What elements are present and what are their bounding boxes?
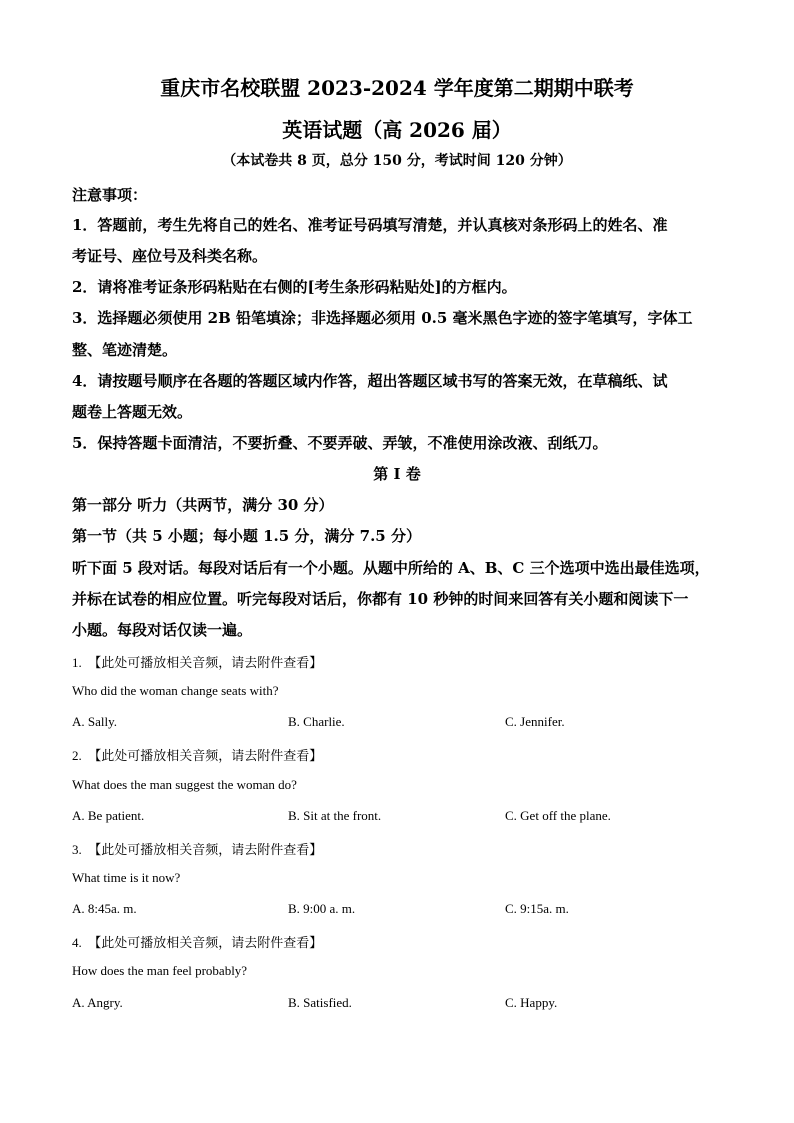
question-number: 2. — [72, 748, 82, 763]
option-a: A. Be patient. — [72, 808, 145, 823]
audio-link[interactable]: 【此处可播放相关音频，请去附件查看】 — [88, 748, 323, 763]
audio-link[interactable]: 【此处可播放相关音频，请去附件查看】 — [88, 842, 323, 857]
option-b: B. Sit at the front. — [288, 808, 382, 823]
question-stem: What time is it now? — [72, 870, 181, 885]
question-4-header — [72, 932, 322, 951]
audio-link[interactable]: 【此处可播放相关音频，请去附件查看】 — [88, 935, 323, 950]
instruction-line: 听下面 5 段对话。每段对话后有一个小题。从题中所给的 A、B、C 三个选项中选出最佳选项， — [72, 559, 710, 577]
audio-link[interactable]: 【此处可播放相关音频，请去附件查看】 — [88, 655, 323, 670]
exam-subtitle: 英语试题（高 2026 届） — [282, 118, 512, 142]
option-b: B. 9:00 a. m. — [288, 901, 356, 916]
note-line: 4．请按题号顺序在各题的答题区域内作答，超出答题区域书写的答案无效，在草稿纸、试 — [72, 372, 668, 390]
instruction-line: 小题。每段对话仅读一遍。 — [72, 621, 253, 639]
option-c: C. Jennifer. — [505, 714, 565, 729]
note-line: 5．保持答题卡面清洁，不要折叠、不要弄破、弄皱，不准使用涂改液、刮纸刀。 — [72, 434, 608, 452]
volume-heading: 第 I 卷 — [373, 465, 421, 483]
option-c: C. 9:15a. m. — [505, 901, 569, 916]
question-stem: Who did the woman change seats with? — [72, 683, 279, 698]
note-line: 3．选择题必须使用 2B 铅笔填涂；非选择题必须用 0.5 毫米黑色字迹的签字笔填写，字体工 — [72, 309, 693, 327]
note-line: 2．请将准考证条形码粘贴在右侧的[考生条形码粘贴处]的方框内。 — [72, 278, 517, 296]
question-stem: What does the man suggest the woman do? — [72, 777, 297, 792]
question-1-header — [72, 652, 322, 671]
option-a: A. Sally. — [72, 714, 118, 729]
note-line: 题卷上答题无效。 — [72, 403, 193, 421]
exam-title: 重庆市名校联盟 2023-2024 学年度第二期期中联考 — [160, 76, 634, 100]
notes-heading: 注意事项： — [72, 186, 148, 204]
question-number: 1. — [72, 655, 82, 670]
sub-heading: 第一节（共 5 小题；每小题 1.5 分，满分 7.5 分） — [72, 527, 421, 545]
question-3-header — [72, 839, 322, 858]
note-line: 考证号、座位号及科类名称。 — [72, 247, 268, 265]
option-c: C. Happy. — [505, 995, 558, 1010]
question-2-header — [72, 745, 322, 764]
option-c: C. Get off the plane. — [505, 808, 611, 823]
option-a: A. Angry. — [72, 995, 123, 1010]
question-stem: How does the man feel probably? — [72, 963, 248, 978]
note-line: 1．答题前，考生先将自己的姓名、准考证号码填写清楚，并认真核对条形码上的姓名、准 — [72, 216, 668, 234]
note-line: 整、笔迹清楚。 — [72, 341, 178, 359]
option-b: B. Satisfied. — [288, 995, 352, 1010]
question-number: 3. — [72, 842, 82, 857]
option-a: A. 8:45a. m. — [72, 901, 137, 916]
exam-meta: （本试卷共 8 页，总分 150 分，考试时间 120 分钟） — [222, 153, 572, 169]
instruction-line: 并标在试卷的相应位置。听完每段对话后，你都有 10 秒钟的时间来回答有关小题和阅读下一 — [72, 590, 689, 608]
question-number: 4. — [72, 935, 82, 950]
part-heading: 第一部分 听力（共两节，满分 30 分） — [72, 496, 334, 514]
option-b: B. Charlie. — [288, 714, 345, 729]
